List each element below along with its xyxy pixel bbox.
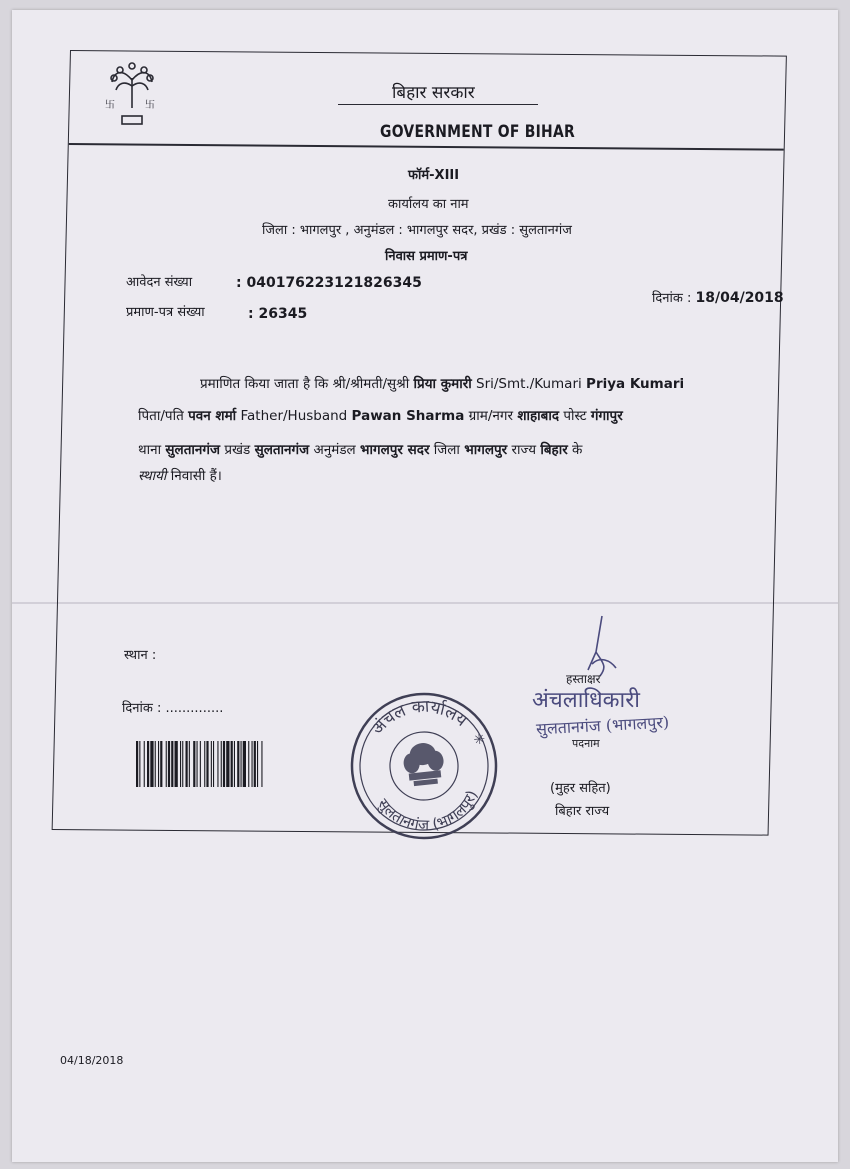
header-divider xyxy=(69,143,784,150)
footer-date-dots: .............. xyxy=(165,701,224,716)
seal-top-text: अंचल कार्यालय xyxy=(367,696,471,739)
subdivision-label: अनुमंडल xyxy=(313,442,356,458)
officer-title: अंचलाधिकारी xyxy=(532,688,640,713)
father-name-english: Pawan Sharma xyxy=(351,408,465,424)
barcode-bar xyxy=(226,741,229,787)
title-hindi: बिहार सरकार xyxy=(392,83,475,103)
barcode-bar xyxy=(261,741,262,787)
svg-text:✳: ✳ xyxy=(472,731,487,749)
barcode-bar xyxy=(200,741,201,787)
block-value: सुलतानगंज xyxy=(254,442,310,458)
state-value: बिहार xyxy=(540,442,568,458)
subdivision-value: भागलपुर सदर xyxy=(360,442,430,458)
certificate-number-value: : 26345 xyxy=(248,306,308,322)
office-seal-icon xyxy=(340,682,507,849)
barcode-bar xyxy=(257,741,258,787)
body-line-4 xyxy=(138,466,222,484)
village-label: ग्राम/नगर xyxy=(468,408,514,424)
svg-text:अंचल कार्यालय xyxy=(365,692,473,741)
body-line-1 xyxy=(200,374,684,392)
barcode-bar xyxy=(231,741,233,787)
place-label: स्थान : xyxy=(124,648,157,663)
issue-date-label: दिनांक : xyxy=(652,291,692,306)
title-english: GOVERNMENT OF BIHAR xyxy=(380,122,575,142)
barcode-bar xyxy=(213,741,214,787)
state-label: राज्य xyxy=(511,442,537,458)
issue-date-value: 18/04/2018 xyxy=(695,290,784,306)
seal-bottom-text: सुलतानगंज (भागलपुर) xyxy=(373,787,482,835)
line2-prefix: पिता/पति xyxy=(138,408,184,424)
barcode-bar xyxy=(139,741,140,787)
permanent-word: स्थायी xyxy=(138,468,167,484)
line3-suffix: के xyxy=(572,442,583,458)
bihar-emblem-icon xyxy=(100,58,164,128)
post-label: पोस्ट xyxy=(563,408,587,424)
barcode-bar xyxy=(243,741,246,787)
line1-mid: Sri/Smt./Kumari xyxy=(476,376,582,392)
village-value: शाहाबाद xyxy=(517,408,560,424)
body-line-3 xyxy=(138,440,582,458)
certificate-title: निवास प्रमाण-पत्र xyxy=(385,249,468,264)
barcode-bar xyxy=(204,741,205,787)
barcode-bar xyxy=(193,741,195,787)
office-label: कार्यालय का नाम xyxy=(388,197,469,212)
barcode-bar xyxy=(206,741,208,787)
barcode-bar xyxy=(189,741,190,787)
barcode-bar xyxy=(221,741,222,787)
district-label: जिला xyxy=(433,442,460,458)
barcode-bar xyxy=(136,741,138,787)
line2-mid: Father/Husband xyxy=(240,408,348,424)
thana-label: थाना xyxy=(138,442,162,458)
officer-place: सुलतानगंज (भागलपुर) xyxy=(535,712,670,739)
application-number-value: : 040176223121826345 xyxy=(236,275,422,291)
barcode-bar xyxy=(248,741,249,787)
issue-date xyxy=(652,288,784,306)
barcode-bar xyxy=(160,741,162,787)
barcode-bar xyxy=(211,741,212,787)
title-underline xyxy=(338,104,538,105)
state-government: बिहार राज्य xyxy=(555,804,610,819)
barcode-bar xyxy=(252,741,253,787)
barcode-bar xyxy=(155,741,156,787)
barcode-bar xyxy=(168,741,170,787)
barcode-bar xyxy=(150,741,153,787)
print-date: 04/18/2018 xyxy=(60,1054,124,1067)
thana-value: सुलतानगंज xyxy=(165,442,221,458)
footer-date-label: दिनांक : xyxy=(122,701,162,716)
barcode-bar xyxy=(186,741,188,787)
barcode-bar xyxy=(180,741,181,787)
district-value: भागलपुर xyxy=(464,442,508,458)
barcode-bar xyxy=(158,741,159,787)
barcode-bar xyxy=(217,741,218,787)
barcode-bar xyxy=(254,741,256,787)
application-number-label: आवेदन संख्या xyxy=(126,275,193,290)
designation-label: पदनाम xyxy=(572,737,600,750)
barcode-bar xyxy=(237,741,239,787)
district-line: जिला : भागलपुर , अनुमंडल : भागलपुर सदर, प्रखंड : सुलतानगंज xyxy=(262,223,572,238)
barcode-bar xyxy=(171,741,173,787)
barcode-bar xyxy=(223,741,225,787)
post-value: गंगापुर xyxy=(590,408,623,424)
certificate-number-label: प्रमाण-पत्र संख्या xyxy=(126,305,205,320)
form-number: फॉर्म-XIII xyxy=(408,168,460,183)
barcode-bar xyxy=(175,741,178,787)
father-name-hindi: पवन शर्मा xyxy=(188,408,237,424)
barcode-bar xyxy=(197,741,198,787)
line4-suffix: निवासी हैं। xyxy=(170,468,222,484)
svg-text:卐: 卐 xyxy=(145,100,155,111)
seal-note: (मुहर सहित) xyxy=(550,781,611,796)
barcode-bar xyxy=(144,741,145,787)
signature-label: हस्ताक्षर xyxy=(566,672,601,686)
body-line-2 xyxy=(138,406,623,424)
block-label: प्रखंड xyxy=(224,442,251,458)
applicant-name-hindi: प्रिया कुमारी xyxy=(413,376,472,392)
barcode-bar xyxy=(182,741,183,787)
footer-date xyxy=(122,698,223,716)
barcode-bar xyxy=(241,741,242,787)
svg-text:卐: 卐 xyxy=(105,100,115,111)
applicant-name-english: Priya Kumari xyxy=(586,376,685,392)
barcode-bar xyxy=(147,741,149,787)
barcode-bar xyxy=(234,741,235,787)
barcode xyxy=(136,741,376,787)
barcode-bar xyxy=(166,741,167,787)
svg-text:सुलतानगंज (भागलपुर) xyxy=(372,786,485,840)
line1-prefix: प्रमाणित किया जाता है कि श्री/श्रीमती/सुश्री xyxy=(200,376,410,392)
